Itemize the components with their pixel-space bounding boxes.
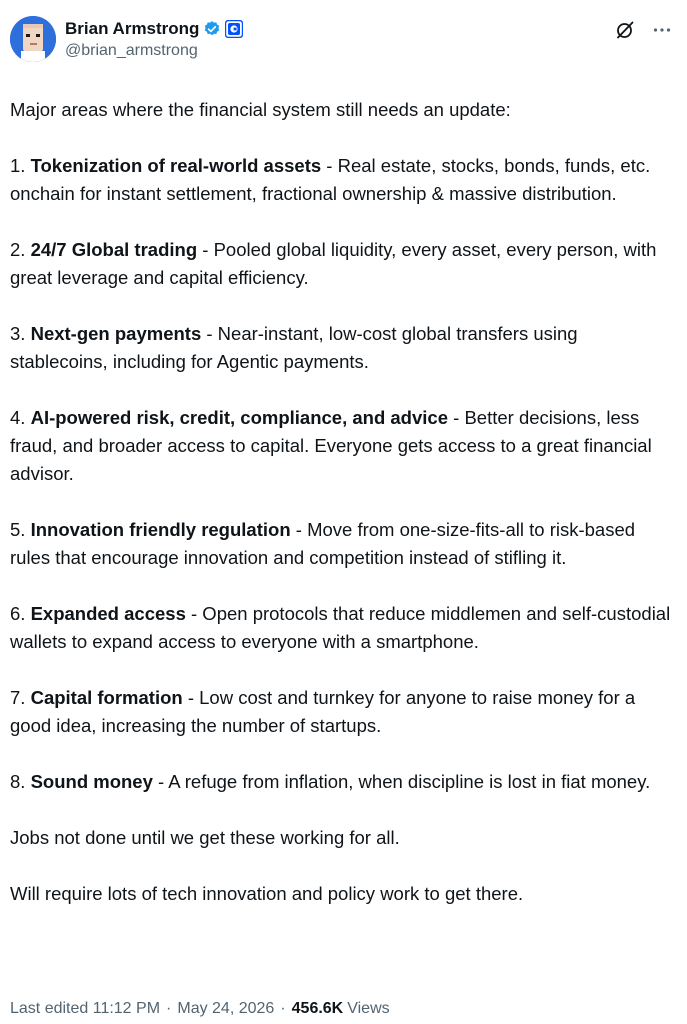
list-item: 5. Innovation friendly regulation - Move from one-size-fits-all to risk-based rules that encourage innovation and competition instead of stifling it.: [10, 519, 636, 568]
meta-separator: ·: [280, 1000, 286, 1017]
views-count: 456.6K: [291, 1000, 344, 1017]
list-item: 1. Tokenization of real-world assets - Real estate, stocks, bonds, funds, etc. onchain for instant settlement, fractional ownership & massive distribution.: [10, 155, 651, 204]
affiliate-badge-icon[interactable]: [225, 20, 243, 38]
post-date[interactable]: May 24, 2026: [177, 1000, 275, 1017]
edited-timestamp[interactable]: Last edited 11:12 PM: [10, 1000, 161, 1017]
more-options-icon[interactable]: [653, 27, 671, 33]
tweet-meta: [10, 1000, 390, 1018]
views-label: Views: [347, 1000, 390, 1017]
list-item: 7. Capital formation - Low cost and turnkey for anyone to raise money for a good idea, increasing the number of startups.: [10, 687, 636, 736]
list-item: 4. AI-powered risk, credit, compliance, and advice - Better decisions, less fraud, and broader access to capital. Everyone gets access to a great financial advisor.: [10, 407, 652, 484]
list-item: 3. Next-gen payments - Near-instant, low-cost global transfers using stablecoins, including for Agentic payments.: [10, 323, 578, 372]
grok-icon[interactable]: [615, 20, 635, 40]
display-name[interactable]: Brian Armstrong: [65, 19, 200, 38]
meta-separator: ·: [166, 1000, 172, 1017]
list-item: 2. 24/7 Global trading - Pooled global liquidity, every asset, every person, with great leverage and capital efficiency.: [10, 239, 657, 288]
list-item: 8. Sound money - A refuge from inflation, when discipline is lost in fiat money.: [10, 771, 651, 792]
verified-badge-icon[interactable]: [203, 20, 221, 38]
closing-text-2: Will require lots of tech innovation and policy work to get there.: [10, 883, 524, 904]
list-item: 6. Expanded access - Open protocols that reduce middlemen and self-custodial wallets to expand access to everyone with a smartphone.: [10, 603, 671, 652]
tweet-header: [10, 14, 677, 70]
intro-text: Major areas where the financial system still needs an update:: [10, 99, 511, 120]
handle[interactable]: @brian_armstrong: [65, 42, 198, 59]
avatar[interactable]: [10, 16, 56, 62]
tweet-text: [10, 96, 677, 908]
closing-text-1: Jobs not done until we get these working for all.: [10, 827, 400, 848]
